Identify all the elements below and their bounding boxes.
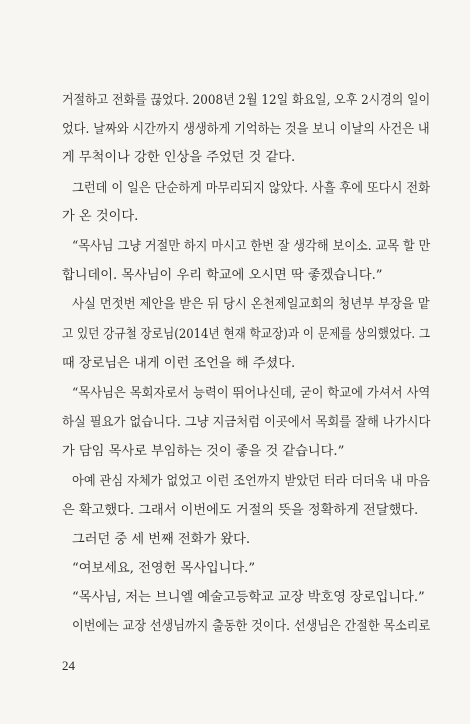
text-line: “목사님 그냥 거절만 하지 마시고 한번 잘 생각해 보이소. 교목 할 만 bbox=[72, 239, 431, 254]
page-number: 24 bbox=[62, 658, 75, 673]
text-line: 사실 먼젓번 제안을 받은 뒤 당시 온천제일교회의 청년부 부장을 맡 bbox=[72, 297, 430, 312]
text-line: 었다. 날짜와 시간까지 생생하게 기억하는 것을 보니 이날의 사건은 내 bbox=[62, 122, 430, 137]
text-line: “목사님은 목회자로서 능력이 뛰어나신데, 굳이 학교에 가셔서 사역 bbox=[72, 386, 431, 401]
text-line: 가 담임 목사로 부임하는 것이 좋을 것 같습니다.” bbox=[62, 444, 345, 459]
text-line: 그러던 중 세 번째 전화가 왔다. bbox=[72, 532, 251, 547]
text-line: 때 장로님은 내게 이런 조언을 해 주셨다. bbox=[62, 356, 296, 371]
text-line: 이번에는 교장 선생님까지 출동한 것이다. 선생님은 간절한 목소리로 bbox=[72, 619, 431, 634]
text-line: 그런데 이 일은 단순하게 마무리되지 않았다. 사흘 후에 또다시 전화 bbox=[72, 181, 430, 196]
text-line: 아예 관심 자체가 없었고 이런 조언까지 받았던 터라 더더욱 내 마음 bbox=[72, 474, 430, 489]
text-line: 거절하고 전화를 끊었다. 2008년 2월 12일 화요일, 오후 2시경의 일이 bbox=[62, 93, 431, 108]
text-line: 게 무척이나 강한 인상을 주었던 것 같다. bbox=[62, 150, 296, 165]
text-line: 은 확고했다. 그래서 이번에도 거절의 뜻을 정확하게 전달했다. bbox=[62, 503, 419, 518]
text-line: 고 있던 강규철 장로님(2014년 현재 학교장)과 이 문제를 상의했었다. 그 bbox=[62, 327, 431, 342]
text-line: “목사님, 저는 브니엘 예술고등학교 교장 박호영 장로입니다.” bbox=[72, 590, 425, 605]
text-line: 가 온 것이다. bbox=[62, 209, 139, 224]
text-line: 하실 필요가 없습니다. 그냥 지금처럼 이곳에서 목회를 잘해 나가시다 bbox=[62, 415, 431, 430]
text-line: “여보세요, 전영헌 목사입니다.” bbox=[72, 561, 256, 576]
text-line: 합니데이. 목사님이 우리 학교에 오시면 딱 좋겠습니다.” bbox=[62, 268, 383, 283]
